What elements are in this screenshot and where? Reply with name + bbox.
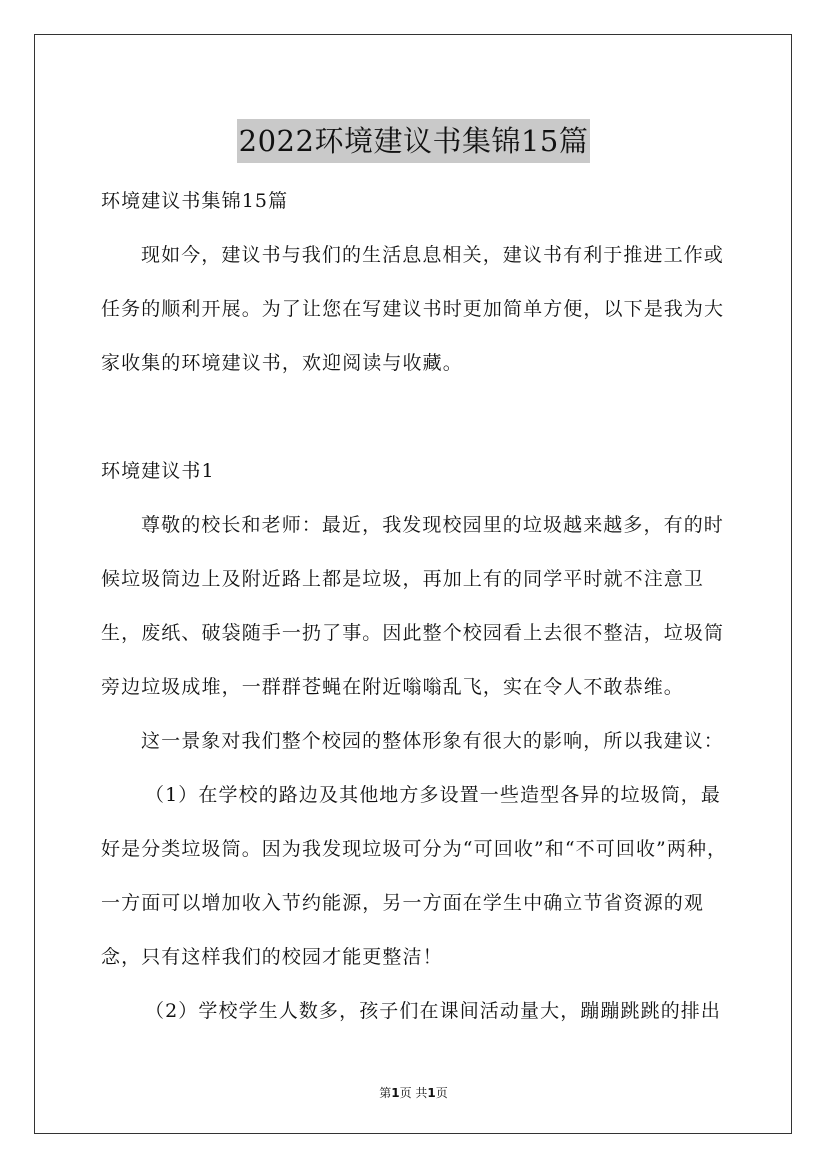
document-title: 2022环境建议书集锦15篇	[237, 119, 591, 163]
title-container	[0, 100, 827, 183]
page-label-suffix: 页	[435, 1086, 448, 1100]
page-current-number: 1	[391, 1086, 400, 1100]
body-paragraph: 尊敬的校长和老师：最近，我发现校园里的垃圾越来越多，有的时候垃圾筒边上及附近路上都是垃圾，再加上有的同学平时就不注意卫生，废纸、破袋随手一扔了事。因此整个校园看上去很不整洁，垃圾筒旁边垃圾成堆，一群群苍蝇在附近嗡嗡乱飞，实在令人不敢恭维。	[101, 514, 725, 698]
document-subtitle: 环境建议书集锦15篇	[101, 190, 289, 212]
document-body	[101, 174, 741, 1038]
suggestion-item: （2）学校学生人数多，孩子们在课间活动量大，蹦蹦跳跳的排出	[145, 1000, 721, 1022]
section-spacer	[101, 390, 741, 444]
page-label-mid: 页 共	[399, 1086, 428, 1100]
page-total-number: 1	[427, 1086, 436, 1100]
intro-paragraph: 现如今，建议书与我们的生活息息相关，建议书有利于推进工作或任务的顺利开展。为了让您在写建议书时更加简单方便，以下是我为大家收集的环境建议书，欢迎阅读与收藏。	[101, 244, 725, 374]
page-label-prefix: 第	[379, 1086, 392, 1100]
section-heading: 环境建议书1	[101, 460, 215, 482]
page-footer	[0, 1085, 827, 1101]
body-paragraph: 这一景象对我们整个校园的整体形象有很大的影响，所以我建议：	[141, 730, 724, 752]
suggestion-item: （1）在学校的路边及其他地方多设置一些造型各异的垃圾筒，最好是分类垃圾筒。因为我发现垃圾可分为“可回收”和“不可回收”两种，一方面可以增加收入节约能源，另一方面在学生中确立节省资源的观念，只有这样我们的校园才能更整洁！	[101, 784, 728, 968]
